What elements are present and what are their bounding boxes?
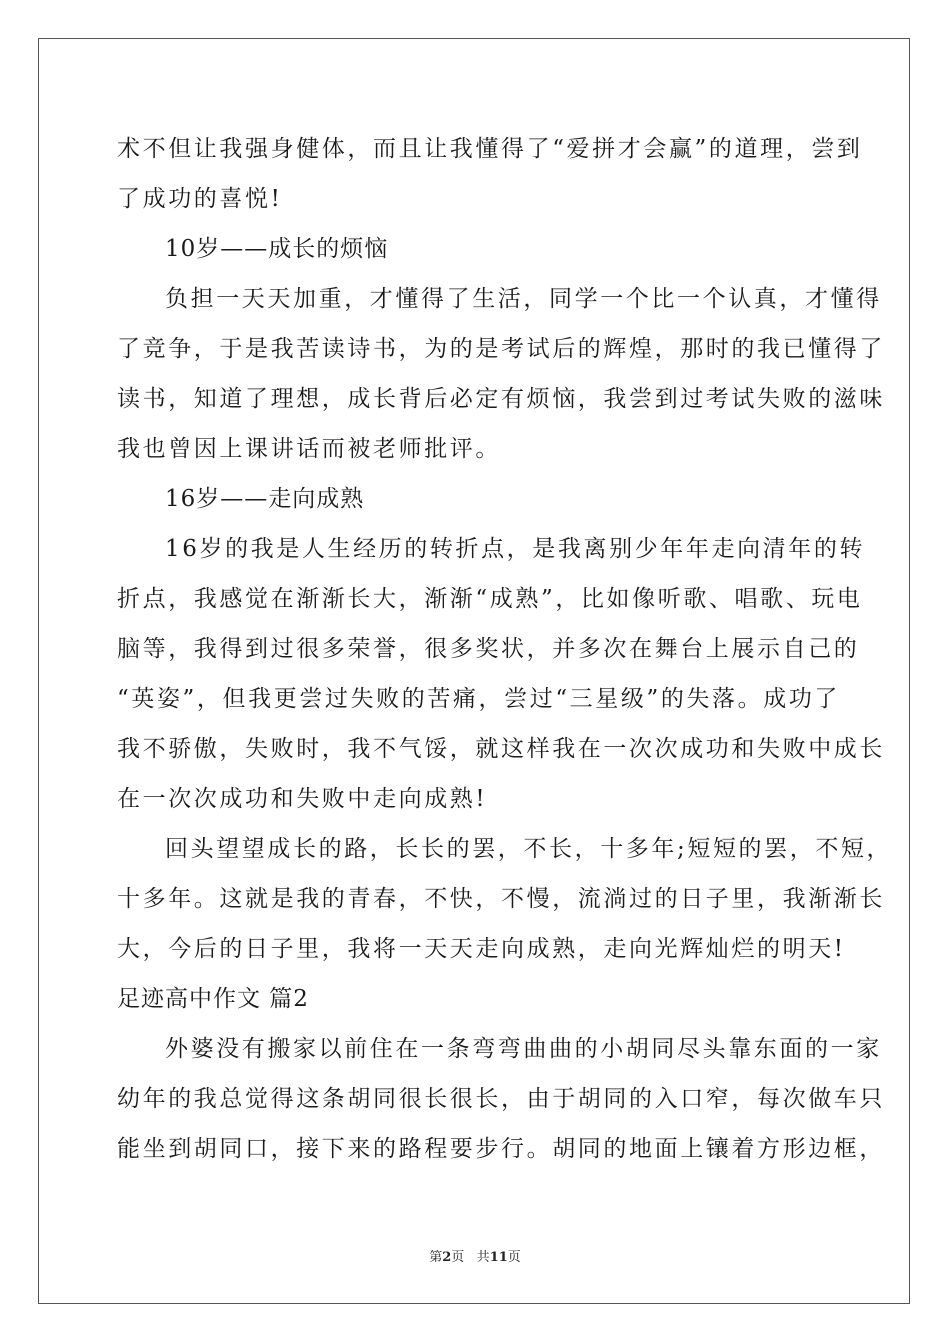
text-line: 大，今后的日子里，我将一天天走向成熟，走向光辉灿烂的明天! <box>117 936 846 962</box>
text-line: 在一次次成功和失败中走向成熟! <box>117 786 488 812</box>
text-line: 我也曾因上课讲话而被老师批评。 <box>117 436 501 462</box>
page-footer <box>0 1246 950 1265</box>
text-line: “英姿”，但我更尝过失败的苦痛，尝过“三星级”的失落。成功了 <box>117 686 841 712</box>
section-heading-10: 10岁——成长的烦恼 <box>165 236 389 262</box>
text-line: 脑等，我得到过很多荣誉，很多奖状，并多次在舞台上展示自己的 <box>117 636 860 662</box>
section-heading-16: 16岁——走向成熟 <box>165 486 365 512</box>
text-line: 术不但让我强身健体，而且让我懂得了“爱拼才会赢”的道理，尝到 <box>117 136 863 162</box>
text-line: 十多年。这就是我的青春，不快，不慢，流淌过的日子里，我渐渐长 <box>117 886 885 912</box>
text-line: 回头望望成长的路，长长的罢，不长，十多年;短短的罢，不短， <box>165 836 893 862</box>
text-line: 我不骄傲，失败时，我不气馁，就这样我在一次次成功和失败中成长 <box>117 736 885 762</box>
footer-total-pages: 11 <box>489 1250 508 1265</box>
text-line: 外婆没有搬家以前住在一条弯弯曲曲的小胡同尽头靠东面的一家 <box>165 1036 882 1062</box>
document-body <box>117 124 893 1174</box>
footer-total-prefix: 共 <box>476 1250 490 1265</box>
text-line: 16岁的我是人生经历的转折点，是我离别少年年走向清年的转 <box>165 536 866 562</box>
text-line: 幼年的我总觉得这条胡同很长很长，由于胡同的入口窄，每次做车只 <box>117 1086 885 1112</box>
footer-total-suffix: 页 <box>507 1250 521 1265</box>
text-line: 了成功的喜悦! <box>117 186 283 212</box>
text-line: 了竞争，于是我苦读诗书，为的是考试后的辉煌，那时的我已懂得了 <box>117 336 885 362</box>
footer-page-suffix: 页 <box>451 1250 465 1265</box>
text-line: 读书，知道了理想，成长背后必定有烦恼，我尝到过考试失败的滋味 <box>117 386 885 412</box>
text-line: 折点，我感觉在渐渐长大，渐渐“成熟”，比如像听歌、唱歌、玩电 <box>117 586 863 612</box>
text-line: 能坐到胡同口，接下来的路程要步行。胡同的地面上镶着方形边框， <box>117 1136 885 1162</box>
footer-prefix: 第 <box>429 1250 443 1265</box>
article-title: 足迹高中作文 篇2 <box>117 986 309 1012</box>
text-line: 负担一天天加重，才懂得了生活，同学一个比一个认真，才懂得 <box>165 286 882 312</box>
footer-page-number: 2 <box>442 1250 452 1265</box>
